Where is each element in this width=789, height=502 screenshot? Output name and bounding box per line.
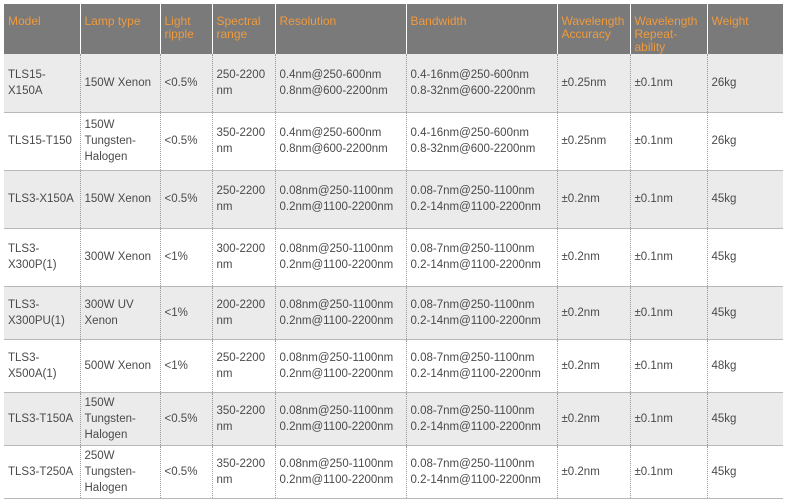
cell-spectral-range: 350-2200 nm <box>212 392 275 445</box>
cell-model: TLS3-X300P(1) <box>4 228 80 286</box>
cell-model: TLS3-X300PU(1) <box>4 286 80 339</box>
bandwidth-line-1: 0.08-7nm@250-1100nm <box>410 404 535 417</box>
cell-bandwidth <box>406 445 557 498</box>
cell-resolution <box>275 286 406 339</box>
cell-lamp-type: 300W Xenon <box>80 228 160 286</box>
cell-bandwidth <box>406 54 557 112</box>
cell-bandwidth <box>406 170 557 228</box>
cell-wavelength-repeatability: ±0.1nm <box>630 339 707 392</box>
cell-lamp-type: 500W Xenon <box>80 339 160 392</box>
table-row <box>4 392 783 445</box>
cell-light-ripple: <1% <box>160 339 212 392</box>
cell-wavelength-accuracy: ±0.2nm <box>557 339 630 392</box>
cell-light-ripple: <1% <box>160 228 212 286</box>
cell-wavelength-accuracy: ±0.25nm <box>557 112 630 170</box>
cell-wavelength-repeatability: ±0.1nm <box>630 286 707 339</box>
cell-wavelength-repeatability: ±0.1nm <box>630 170 707 228</box>
cell-spectral-range: 250-2200 nm <box>212 339 275 392</box>
cell-bandwidth <box>406 339 557 392</box>
resolution-line-2: 0.2nm@1100-2200nm <box>279 367 394 380</box>
cell-weight: 26kg <box>707 112 783 170</box>
table-row <box>4 170 783 228</box>
bandwidth-line-1: 0.08-7nm@250-1100nm <box>410 185 535 197</box>
cell-wavelength-repeatability: ±0.1nm <box>630 54 707 112</box>
resolution-line-1: 0.08nm@250-1100nm <box>279 298 394 311</box>
cell-lamp-type: 300W UV Xenon <box>80 286 160 339</box>
cell-wavelength-accuracy: ±0.2nm <box>557 445 630 498</box>
cell-wavelength-accuracy: ±0.2nm <box>557 228 630 286</box>
cell-light-ripple: <0.5% <box>160 54 212 112</box>
header-spectral-range: Spectral range <box>212 4 275 54</box>
cell-model: TLS15-T150 <box>4 112 80 170</box>
cell-wavelength-accuracy: ±0.25nm <box>557 54 630 112</box>
resolution-line-1: 0.4nm@250-600nm <box>279 127 382 139</box>
resolution-line-1: 0.08nm@250-1100nm <box>279 404 394 417</box>
cell-lamp-type: 150W Xenon <box>80 170 160 228</box>
cell-wavelength-accuracy: ±0.2nm <box>557 170 630 228</box>
cell-spectral-range: 300-2200 nm <box>212 228 275 286</box>
bandwidth-line-2: 0.2-14nm@1100-2200nm <box>410 473 541 486</box>
resolution-line-2: 0.8nm@600-2200nm <box>279 143 388 155</box>
bandwidth-line-1: 0.4-16nm@250-600nm <box>410 68 529 81</box>
cell-wavelength-accuracy: ±0.2nm <box>557 286 630 339</box>
table-row <box>4 54 783 112</box>
cell-resolution <box>275 339 406 392</box>
bandwidth-line-2: 0.2-14nm@1100-2200nm <box>410 314 541 327</box>
cell-light-ripple: <0.5% <box>160 445 212 498</box>
bandwidth-line-2: 0.2-14nm@1100-2200nm <box>410 259 541 271</box>
resolution-line-2: 0.8nm@600-2200nm <box>279 84 388 97</box>
cell-spectral-range: 250-2200 nm <box>212 170 275 228</box>
header-model: Model <box>4 4 80 54</box>
cell-weight: 45kg <box>707 392 783 445</box>
bandwidth-line-2: 0.2-14nm@1100-2200nm <box>410 367 541 380</box>
bandwidth-line-1: 0.08-7nm@250-1100nm <box>410 243 535 255</box>
cell-weight: 45kg <box>707 286 783 339</box>
cell-model: TLS15-X150A <box>4 54 80 112</box>
resolution-line-2: 0.2nm@1100-2200nm <box>279 259 394 271</box>
cell-model: TLS3-X500A(1) <box>4 339 80 392</box>
resolution-line-1: 0.08nm@250-1100nm <box>279 243 394 255</box>
cell-light-ripple: <0.5% <box>160 112 212 170</box>
cell-model: TLS3-T150A <box>4 392 80 445</box>
header-light-ripple: Light ripple <box>160 4 212 54</box>
cell-wavelength-repeatability: ±0.1nm <box>630 392 707 445</box>
bandwidth-line-2: 0.2-14nm@1100-2200nm <box>410 420 541 433</box>
cell-resolution <box>275 228 406 286</box>
cell-lamp-type: 150W Tungsten-Halogen <box>80 392 160 445</box>
cell-light-ripple: <0.5% <box>160 392 212 445</box>
resolution-line-2: 0.2nm@1100-2200nm <box>279 314 394 327</box>
cell-resolution <box>275 170 406 228</box>
resolution-line-2: 0.2nm@1100-2200nm <box>279 420 394 433</box>
cell-weight: 26kg <box>707 54 783 112</box>
resolution-line-2: 0.2nm@1100-2200nm <box>279 473 394 486</box>
header-wavelength-accuracy: Wavelength Accuracy <box>557 4 630 54</box>
cell-bandwidth <box>406 112 557 170</box>
cell-wavelength-accuracy: ±0.2nm <box>557 392 630 445</box>
cell-resolution <box>275 112 406 170</box>
cell-weight: 48kg <box>707 339 783 392</box>
cell-light-ripple: <1% <box>160 286 212 339</box>
bandwidth-line-1: 0.4-16nm@250-600nm <box>410 127 529 139</box>
bandwidth-line-1: 0.08-7nm@250-1100nm <box>410 351 535 364</box>
table-row <box>4 445 783 498</box>
cell-bandwidth <box>406 228 557 286</box>
table-row <box>4 339 783 392</box>
cell-resolution <box>275 392 406 445</box>
resolution-line-2: 0.2nm@1100-2200nm <box>279 201 394 213</box>
cell-spectral-range: 250-2200 nm <box>212 54 275 112</box>
bandwidth-line-1: 0.08-7nm@250-1100nm <box>410 457 535 470</box>
table-row <box>4 112 783 170</box>
cell-weight: 45kg <box>707 170 783 228</box>
spec-table <box>4 4 783 499</box>
cell-lamp-type: 150W Xenon <box>80 54 160 112</box>
bandwidth-line-2: 0.8-32nm@600-2200nm <box>410 84 536 97</box>
header-wavelength-repeatability: Wavelength Repeat-ability <box>630 4 707 54</box>
cell-light-ripple: <0.5% <box>160 170 212 228</box>
bandwidth-line-2: 0.8-32nm@600-2200nm <box>410 143 536 155</box>
cell-wavelength-repeatability: ±0.1nm <box>630 228 707 286</box>
resolution-line-1: 0.08nm@250-1100nm <box>279 185 394 197</box>
cell-lamp-type: 250W Tungsten-Halogen <box>80 445 160 498</box>
table-row <box>4 228 783 286</box>
resolution-line-1: 0.4nm@250-600nm <box>279 68 382 81</box>
cell-model: TLS3-X150A <box>4 170 80 228</box>
header-bandwidth: Bandwidth <box>406 4 557 54</box>
table-row <box>4 286 783 339</box>
cell-model: TLS3-T250A <box>4 445 80 498</box>
cell-lamp-type: 150W Tungsten-Halogen <box>80 112 160 170</box>
resolution-line-1: 0.08nm@250-1100nm <box>279 457 394 470</box>
header-lamp-type: Lamp type <box>80 4 160 54</box>
cell-spectral-range: 200-2200 nm <box>212 286 275 339</box>
cell-weight: 45kg <box>707 445 783 498</box>
header-row <box>4 4 783 54</box>
cell-wavelength-repeatability: ±0.1nm <box>630 445 707 498</box>
bandwidth-line-1: 0.08-7nm@250-1100nm <box>410 298 535 311</box>
cell-wavelength-repeatability: ±0.1nm <box>630 112 707 170</box>
cell-weight: 45kg <box>707 228 783 286</box>
cell-bandwidth <box>406 392 557 445</box>
resolution-line-1: 0.08nm@250-1100nm <box>279 351 394 364</box>
cell-resolution <box>275 445 406 498</box>
cell-spectral-range: 350-2200 nm <box>212 445 275 498</box>
cell-resolution <box>275 54 406 112</box>
cell-bandwidth <box>406 286 557 339</box>
header-resolution: Resolution <box>275 4 406 54</box>
cell-spectral-range: 350-2200 nm <box>212 112 275 170</box>
bandwidth-line-2: 0.2-14nm@1100-2200nm <box>410 201 541 213</box>
header-weight: Weight <box>707 4 783 54</box>
